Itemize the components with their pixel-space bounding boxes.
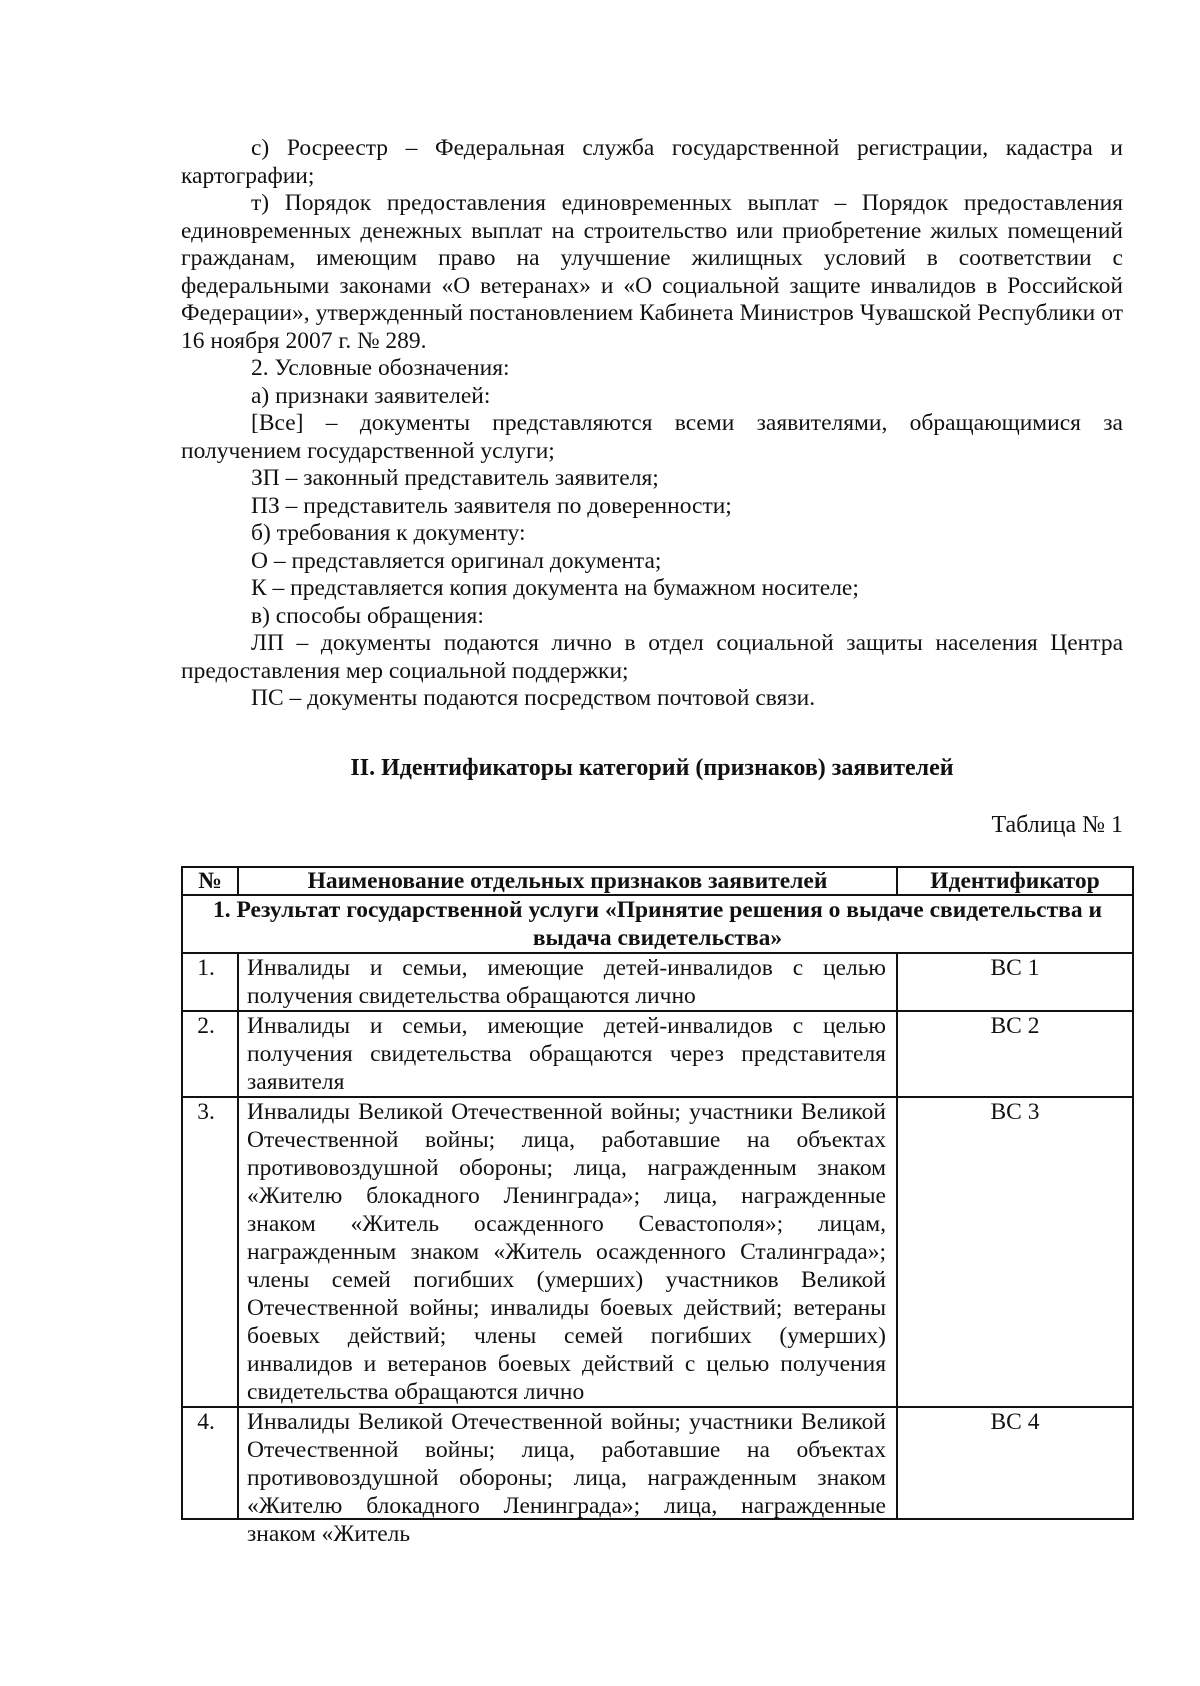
row-identifier: ВС 1 — [897, 953, 1133, 1011]
row-description: Инвалиды и семьи, имеющие детей-инвалидов с целью получения свидетельства обращаются через представителя заявителя — [238, 1011, 897, 1097]
row-description: Инвалиды и семьи, имеющие детей-инвалидов с целью получения свидетельства обращаются лично — [238, 953, 897, 1011]
applicant-identifiers-table — [181, 866, 1134, 1547]
legend-item-all: [Все] – документы представляются всеми заявителями, обращающимися за получением государственной услуги; — [181, 410, 1123, 464]
row-description: Инвалиды Великой Отечественной войны; участники Великой Отечественной войны; лица, работавшие на объектах противовоздушной обороны; лица, награжденным знаком «Жителю блокадного Ленинграда»; лица, награжденные знаком «Житель осажденного Севастополя»; лицам, награжденным знаком «Житель осажденного Сталинграда»; члены семей погибших (умерших) участников Великой Отечественной войны; инвалиды боевых действий; ветераны боевых действий; члены семей погибших (умерших) инвалидов и ветеранов боевых действий с целью получения свидетельства обращаются лично — [238, 1097, 897, 1407]
row-identifier: ВС 3 — [897, 1097, 1133, 1407]
legend-item-o: О – представляется оригинал документа; — [251, 547, 662, 574]
table-row — [182, 1011, 1133, 1097]
header-identifier: Идентификатор — [897, 867, 1133, 895]
legend-heading: 2. Условные обозначения: — [251, 355, 510, 381]
row-number: 2. — [182, 1011, 238, 1097]
section-title: II. Идентификаторы категорий (признаков) заявителей — [350, 755, 954, 781]
group-title: 1. Результат государственной услуги «Принятие решения о выдаче свидетельства и выдача свидетельства» — [182, 895, 1133, 953]
table-row — [182, 1097, 1133, 1407]
definition-t: т) Порядок предоставления единовременных выплат – Порядок предоставления единовременных денежных выплат на строительство или приобретение жилых помещений гражданам, имеющим право на улучшение жилищных условий в соответствии с федеральными законами «О ветеранах» и «О социальной защите инвалидов в Российской Федерации», утвержденный постановлением Кабинета Министров Чувашской Республики от 16 ноября 2007 г. № 289. — [181, 190, 1123, 354]
table-row — [182, 953, 1133, 1011]
header-name: Наименование отдельных признаков заявителей — [238, 867, 897, 895]
legend-group-b: б) требования к документу: — [251, 520, 526, 546]
legend-item-k: К – представляется копия документа на бумажном носителе; — [251, 575, 859, 601]
legend-item-lp: ЛП – документы подаются лично в отдел социальной защиты населения Центра предоставления мер социальной поддержки; — [181, 630, 1123, 684]
row-number: 3. — [182, 1097, 238, 1407]
row-identifier: ВС 4 — [897, 1407, 1133, 1519]
table-group-row — [182, 895, 1133, 953]
definitions-block — [181, 135, 1123, 713]
legend-item-ps: ПС – документы подаются посредством почтовой связи. — [251, 685, 816, 711]
legend-group-v: в) способы обращения: — [251, 602, 484, 629]
row-description-text: Инвалиды Великой Отечественной войны; участники Великой Отечественной войны; лица, работавшие на объектах противовоздушной обороны; лица, награжденным знаком «Жителю блокадного Ленинграда»; лица, награжденные знаком «Житель — [247, 1409, 886, 1547]
legend-item-pz: ПЗ – представитель заявителя по доверенности; — [251, 492, 732, 519]
row-number: 4. — [182, 1407, 238, 1519]
row-description — [238, 1407, 897, 1547]
row-identifier: ВС 2 — [897, 1011, 1133, 1097]
table-caption: Таблица № 1 — [991, 812, 1123, 838]
table-row — [182, 1407, 1133, 1519]
legend-item-zp: ЗП – законный представитель заявителя; — [251, 465, 659, 491]
header-num: № — [182, 867, 238, 895]
definition-c: с) Росреестр – Федеральная служба государственной регистрации, кадастра и картографии; — [181, 135, 1123, 189]
row-number: 1. — [182, 953, 238, 1011]
table-header-row — [182, 867, 1133, 895]
legend-group-a: а) признаки заявителей: — [251, 382, 491, 409]
